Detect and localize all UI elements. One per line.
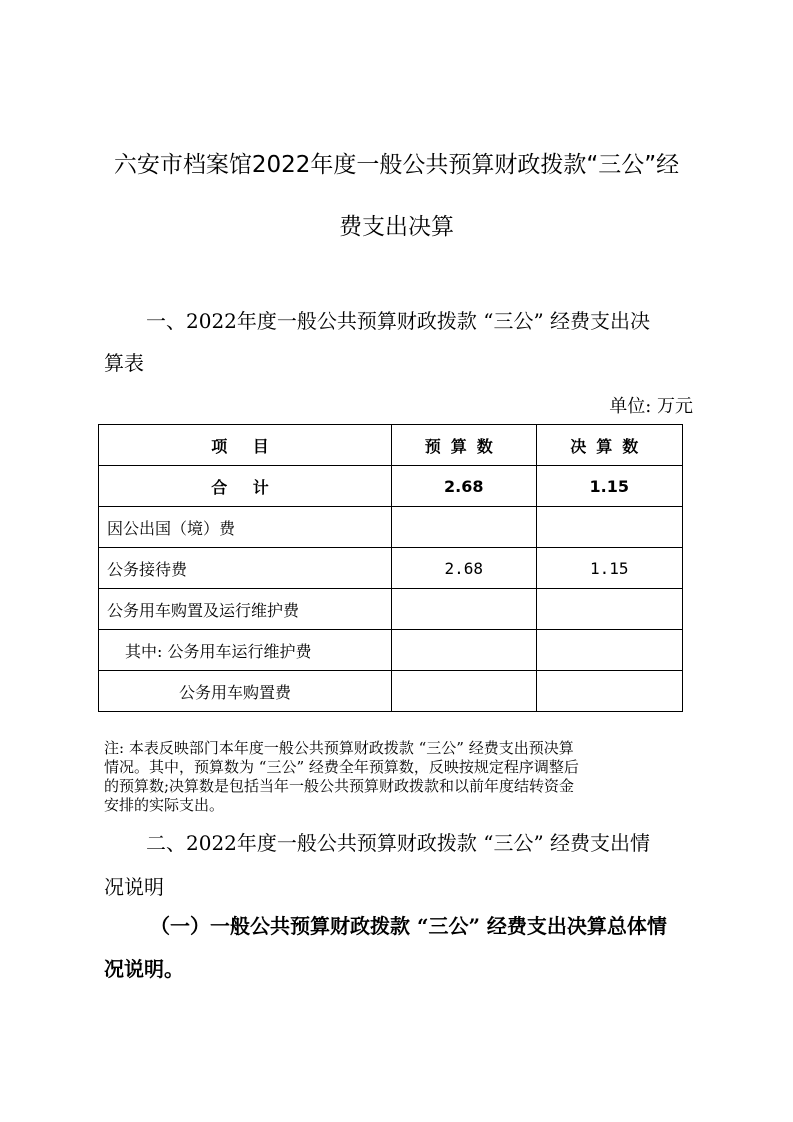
document-title-line-2: 费支出决算: [339, 214, 454, 240]
row-item: 其中: 公务用车运行维护费: [99, 630, 392, 671]
header-item: 项 目: [99, 425, 392, 466]
table-row: [99, 671, 683, 712]
subsection-1-heading-line-2: 况说明。: [104, 957, 184, 981]
row-item: 合 计: [99, 466, 392, 507]
note-line: 情况。其中，预算数为 “三公” 经费全年预算数，反映按规定程序调整后: [104, 758, 579, 776]
row-item: 公务接待费: [99, 548, 392, 589]
row-item: 公务用车购置及运行维护费: [99, 589, 392, 630]
section-2-heading-line-2: 况说明: [104, 875, 164, 899]
subsection-1-heading-line-1: （一）一般公共预算财政拨款 “三公” 经费支出决算总体情: [150, 914, 667, 938]
table-note: [104, 739, 690, 815]
row-budget: 2.68: [392, 466, 536, 507]
note-line: 注: 本表反映部门本年度一般公共预算财政拨款 “三公” 经费支出预决算: [104, 739, 574, 757]
header-final: 决算数: [536, 425, 682, 466]
row-final: 1.15: [536, 466, 682, 507]
header-budget: 预算数: [392, 425, 536, 466]
row-budget: [392, 671, 536, 712]
table-row-total: [99, 466, 683, 507]
row-final: [536, 630, 682, 671]
row-item: 因公出国（境）费: [99, 507, 392, 548]
row-final: 1.15: [536, 548, 682, 589]
table-row: [99, 507, 683, 548]
note-line: 的预算数;决算数是包括当年一般公共预算财政拨款和以前年度结转资金: [104, 777, 575, 795]
table-row: [99, 548, 683, 589]
table-header-row: [99, 425, 683, 466]
table-row: [99, 589, 683, 630]
section-2-heading-line-1: 二、2022年度一般公共预算财政拨款 “三公” 经费支出情: [146, 831, 651, 855]
row-final: [536, 671, 682, 712]
row-budget: [392, 630, 536, 671]
row-final: [536, 507, 682, 548]
section-1-heading-line-1: 一、2022年度一般公共预算财政拨款 “三公” 经费支出决: [146, 309, 651, 333]
three-public-expenses-table: [98, 424, 683, 712]
row-budget: [392, 589, 536, 630]
document-title-line-1: 六安市档案馆2022年度一般公共预算财政拨款“三公”经: [113, 152, 680, 178]
note-line: 安排的实际支出。: [104, 796, 225, 814]
table-row: [99, 630, 683, 671]
row-final: [536, 589, 682, 630]
row-budget: [392, 507, 536, 548]
row-budget: 2.68: [392, 548, 536, 589]
section-1-heading-line-2: 算表: [104, 351, 144, 375]
row-item: 公务用车购置费: [99, 671, 392, 712]
unit-label: 单位: 万元: [609, 396, 693, 417]
